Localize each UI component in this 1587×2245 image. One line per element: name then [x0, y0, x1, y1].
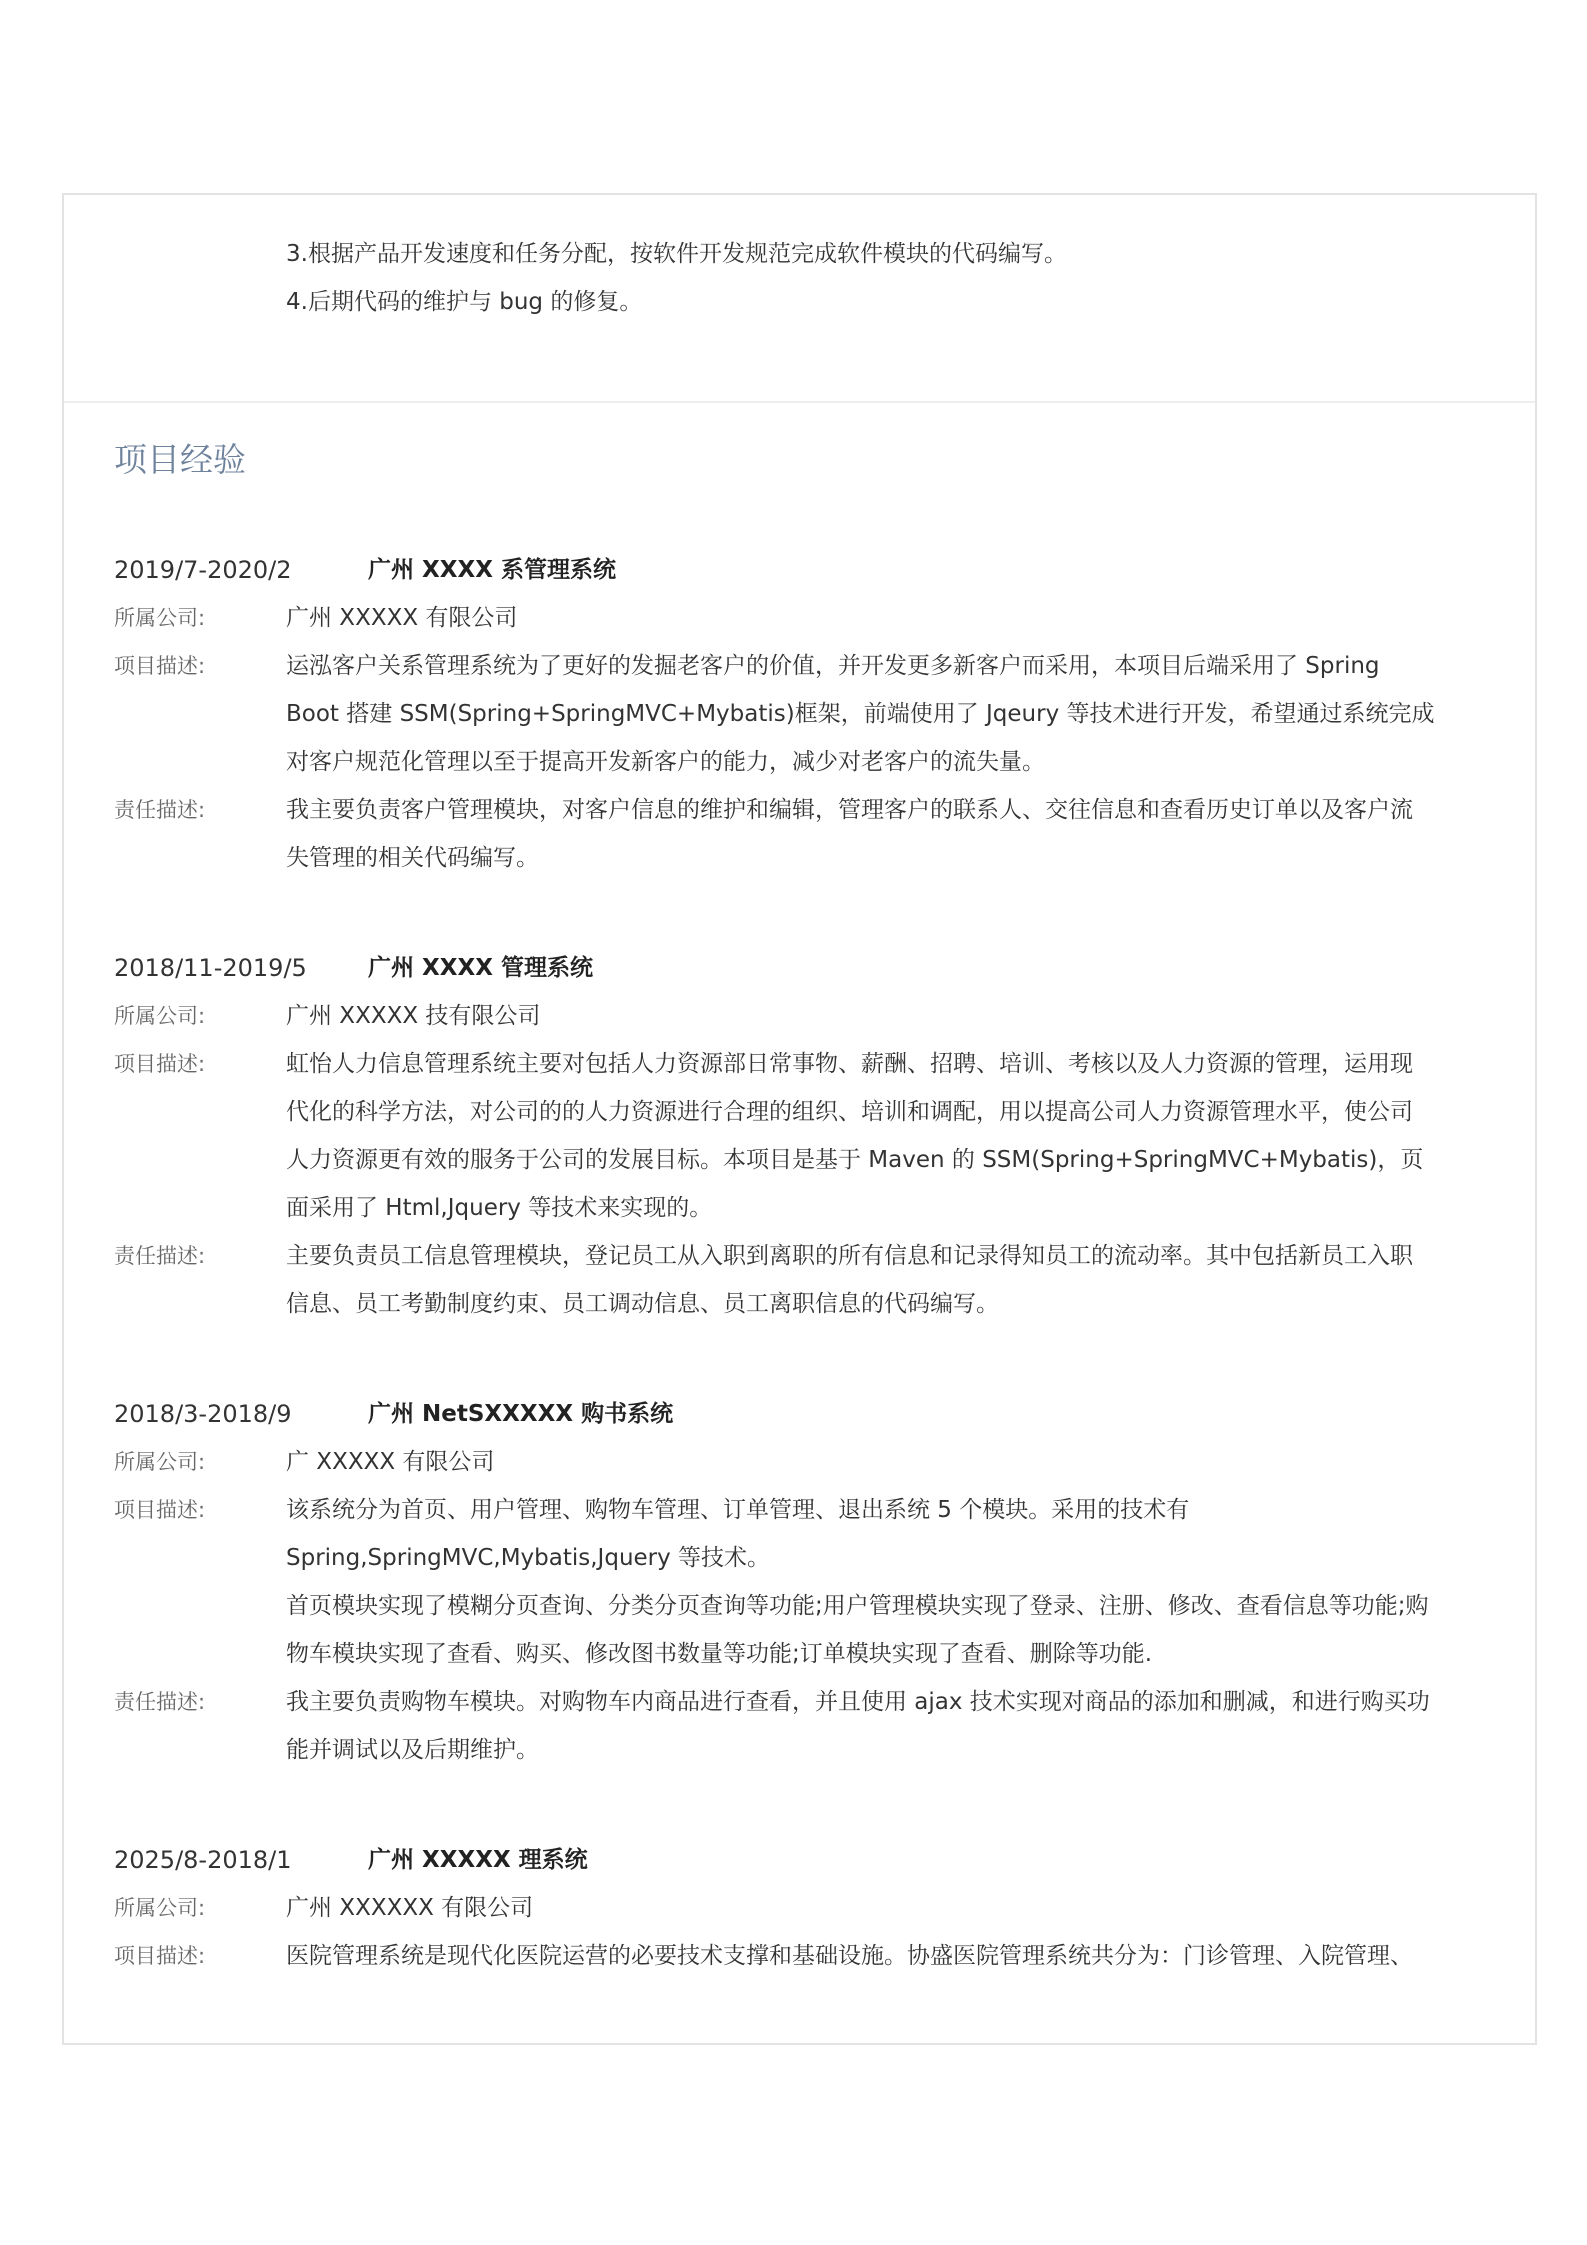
responsibility-label: 责任描述: [114, 1244, 206, 1268]
company-label: 所属公司: [114, 1004, 206, 1028]
company-label: 所属公司: [114, 606, 206, 630]
project-description-row [114, 1486, 1484, 1678]
description-line: 人力资源更有效的服务于公司的发展目标。本项目是基于 Maven 的 SSM(Spring+SpringMVC+Mybatis)，页 [286, 1147, 1424, 1173]
description-label: 项目描述: [114, 1052, 206, 1076]
project-company-row [114, 1438, 1484, 1486]
project-name: 广州 XXXXX 理系统 [368, 1847, 588, 1873]
company-value: 广州 XXXXX 技有限公司 [286, 1003, 541, 1029]
project-date: 2019/7-2020/2 [114, 556, 292, 584]
responsibility-line: 能并调试以及后期维护。 [286, 1737, 539, 1763]
description-line: 运泓客户关系管理系统为了更好的发掘老客户的价值，并开发更多新客户而采用，本项目后端采用了 Spring [286, 653, 1380, 679]
project-date: 2025/8-2018/1 [114, 1846, 292, 1874]
project-company-row [114, 594, 1484, 642]
responsibility-line: 我主要负责客户管理模块，对客户信息的维护和编辑，管理客户的联系人、交往信息和查看历史订单以及客户流 [286, 797, 1413, 823]
project-name: 广州 XXXX 管理系统 [368, 955, 593, 981]
description-label: 项目描述: [114, 654, 206, 678]
project-responsibility-row [114, 1232, 1484, 1328]
project-responsibility-row [114, 1678, 1484, 1774]
project-description-row [114, 1040, 1484, 1232]
description-line: 对客户规范化管理以至于提高开发新客户的能力，减少对老客户的流失量。 [286, 749, 1045, 775]
responsibility-label: 责任描述: [114, 798, 206, 822]
responsibility-line: 主要负责员工信息管理模块，登记员工从入职到离职的所有信息和记录得知员工的流动率。其中包括新员工入职 [286, 1243, 1413, 1269]
project-name: 广州 NetSXXXXX 购书系统 [368, 1401, 674, 1427]
project-company-row [114, 992, 1484, 1040]
responsibility-line: 信息、员工考勤制度约束、员工调动信息、员工离职信息的代码编写。 [286, 1291, 999, 1317]
description-label: 项目描述: [114, 1498, 206, 1522]
section-divider [64, 401, 1535, 403]
project-date: 2018/3-2018/9 [114, 1400, 292, 1428]
description-line: Boot 搭建 SSM(Spring+SpringMVC+Mybatis)框架，前端使用了 Jqeury 等技术进行开发，希望通过系统完成 [286, 701, 1435, 727]
project-entry [114, 944, 1484, 1328]
description-line: 物车模块实现了查看、购买、修改图书数量等功能;订单模块实现了查看、删除等功能. [286, 1641, 1153, 1667]
project-date: 2018/11-2019/5 [114, 954, 307, 982]
description-label: 项目描述: [114, 1944, 206, 1968]
description-line: 面采用了 Html,Jquery 等技术来实现的。 [286, 1195, 713, 1221]
description-line: Spring,SpringMVC,Mybatis,Jquery 等技术。 [286, 1545, 771, 1571]
company-label: 所属公司: [114, 1896, 206, 1920]
project-responsibility-row [114, 786, 1484, 882]
project-entry [114, 1390, 1484, 1774]
project-entry [114, 1836, 1484, 1980]
description-line: 代化的科学方法，对公司的的人力资源进行合理的组织、培训和调配，用以提高公司人力资源管理水平，使公司 [286, 1099, 1413, 1125]
project-description-row [114, 1932, 1484, 1980]
section-title-projects: 项目经验 [114, 440, 246, 479]
work-duty-line-4: 4.后期代码的维护与 bug 的修复。 [286, 289, 643, 315]
description-line: 虹怡人力信息管理系统主要对包括人力资源部日常事物、薪酬、招聘、培训、考核以及人力资源的管理，运用现 [286, 1051, 1413, 1077]
project-company-row [114, 1884, 1484, 1932]
responsibility-line: 失管理的相关代码编写。 [286, 845, 539, 871]
company-label: 所属公司: [114, 1450, 206, 1474]
project-description-row [114, 642, 1484, 786]
responsibility-line: 我主要负责购物车模块。对购物车内商品进行查看，并且使用 ajax 技术实现对商品的添加和删减，和进行购买功 [286, 1689, 1430, 1715]
work-duty-line-3: 3.根据产品开发速度和任务分配，按软件开发规范完成软件模块的代码编写。 [286, 241, 1067, 267]
responsibility-label: 责任描述: [114, 1690, 206, 1714]
project-name: 广州 XXXX 系管理系统 [368, 557, 616, 583]
project-entry [114, 546, 1484, 882]
description-line: 医院管理系统是现代化医院运营的必要技术支撑和基础设施。协盛医院管理系统共分为：门诊管理、入院管理、 [286, 1943, 1413, 1969]
description-line: 该系统分为首页、用户管理、购物车管理、订单管理、退出系统 5 个模块。采用的技术有 [286, 1497, 1190, 1523]
company-value: 广州 XXXXX 有限公司 [286, 605, 518, 631]
company-value: 广 XXXXX 有限公司 [286, 1449, 495, 1475]
description-line: 首页模块实现了模糊分页查询、分类分页查询等功能;用户管理模块实现了登录、注册、修改、查看信息等功能;购 [286, 1593, 1429, 1619]
company-value: 广州 XXXXXX 有限公司 [286, 1895, 534, 1921]
